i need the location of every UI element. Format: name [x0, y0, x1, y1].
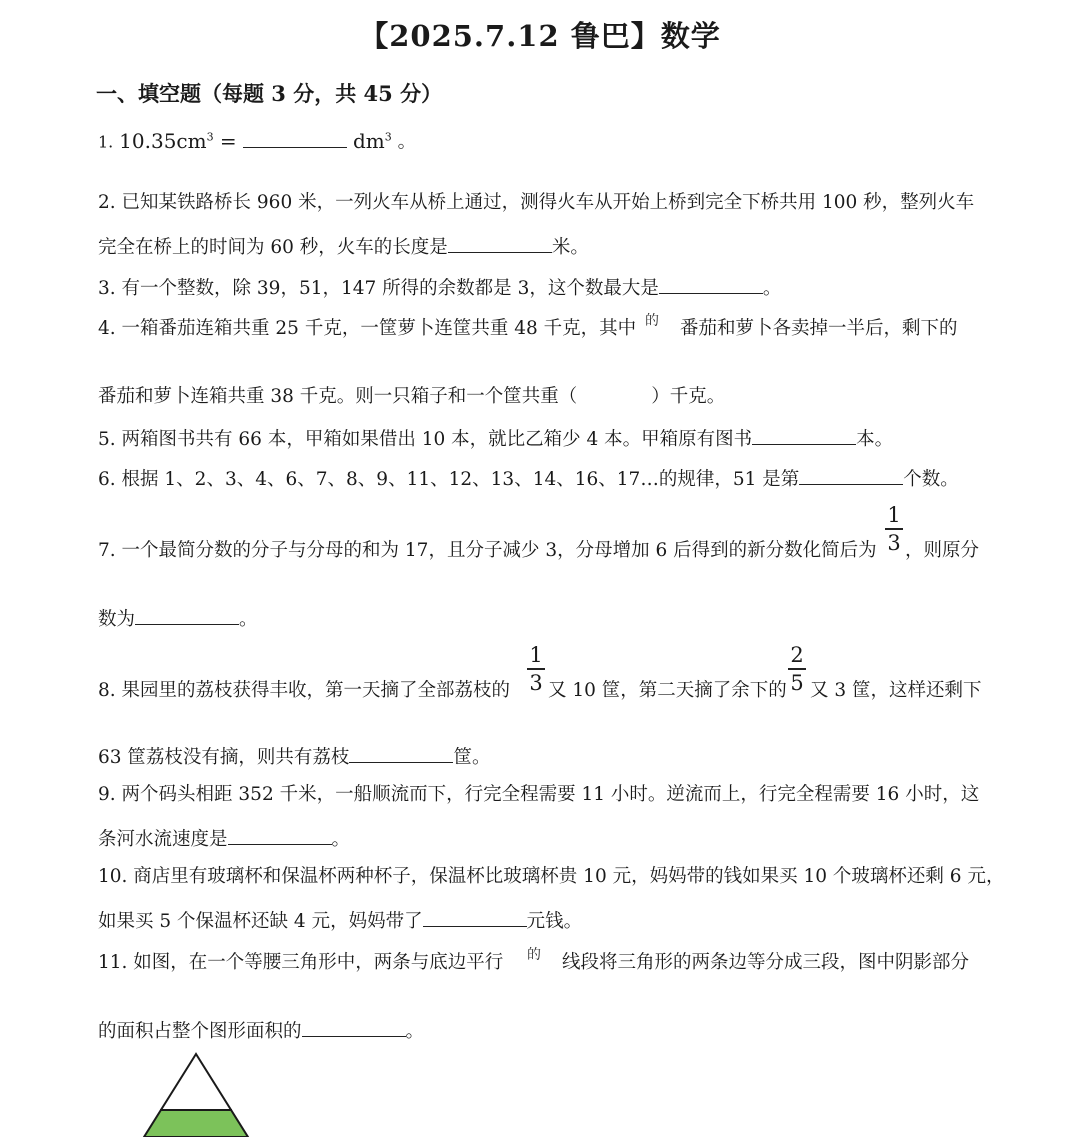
question-2-line-1: 2. 已知某铁路桥长 960 米，一列火车从桥上通过，测得火车从开始上桥到完全下桥共用 100 秒，整列火车 [98, 192, 975, 213]
question-10-line-1: 10. 商店里有玻璃杯和保温杯两种杯子，保温杯比玻璃杯贵 10 元，妈妈带的钱如果买 10 个玻璃杯还剩 6 元， [98, 866, 1005, 887]
q7-fraction-bar [885, 528, 903, 530]
page-title: 【2025.7.12 鲁巴】数学 [359, 19, 721, 53]
question-9-line-2: 条河水流速度是 。 [98, 824, 350, 853]
q8-fraction-1-numerator: 1 [529, 643, 543, 667]
q11-floating-char: 的 [527, 947, 541, 963]
q1-answer-blank[interactable] [243, 127, 347, 148]
q6-answer-blank[interactable] [799, 464, 903, 485]
q8-fraction-2-denominator: 5 [790, 670, 804, 695]
question-6: 6. 根据 1、2、3、4、6、7、8、9、11、12、13、14、16、17…的规律，51 是第 个数。 [98, 464, 959, 493]
question-1 [98, 124, 416, 156]
q5-answer-blank[interactable] [752, 424, 856, 445]
shaded-region [144, 1110, 248, 1137]
question-5: 5. 两箱图书共有 66 本，甲箱如果借出 10 本，就比乙箱少 4 本。甲箱原有图书 本。 [98, 424, 893, 453]
question-11-line-1b: 线段将三角形的两条边等分成三段，图中阴影部分 [562, 952, 970, 973]
q7-answer-blank[interactable] [135, 604, 239, 625]
q8-fraction-2 [788, 644, 806, 694]
q8-fraction-1-bar [527, 668, 545, 670]
question-11-line-1a: 11. 如图，在一个等腰三角形中，两条与底边平行 [98, 952, 504, 973]
question-2-line-2: 完全在桥上的时间为 60 秒，火车的长度是 米。 [98, 232, 589, 261]
q3-answer-blank[interactable] [659, 273, 763, 294]
q8-fraction-1 [527, 644, 545, 694]
q8-fraction-2-numerator: 2 [790, 643, 804, 667]
q8-fraction-2-bar [788, 668, 806, 670]
q4-floating-char: 的 [645, 313, 659, 329]
q11-answer-blank[interactable] [302, 1016, 406, 1037]
question-9-line-1: 9. 两个码头相距 352 千米，一船顺流而下，行完全程需要 11 小时。逆流而上，行完全程需要 16 小时，这 [98, 784, 980, 805]
q1-end: 。 [397, 131, 417, 153]
section-heading: 一、填空题（每题 3 分，共 45 分） [96, 81, 443, 106]
question-8-line-1b: 又 10 筐，第二天摘了余下的 [548, 680, 787, 701]
question-7-line-2: 数为 。 [98, 604, 258, 633]
question-8-line-1c: 又 3 筐，这样还剩下 [810, 680, 982, 701]
question-7-line-1: 7. 一个最简分数的分子与分母的和为 17，且分子减少 3，分母增加 6 后得到的新分数化简后为 [98, 540, 877, 561]
q1-expression: $10.35cm^3$ = [119, 128, 244, 153]
question-8-line-2: 63 筐荔枝没有摘，则共有荔枝 筐。 [98, 742, 490, 771]
question-10-line-2: 如果买 5 个保温杯还缺 4 元，妈妈带了 元钱。 [98, 906, 582, 935]
q9-answer-blank[interactable] [228, 824, 332, 845]
q2-answer-blank[interactable] [448, 232, 552, 253]
question-7-line-1-end: ，则原分 [905, 540, 980, 561]
q10-answer-blank[interactable] [423, 906, 527, 927]
triangle-figure [140, 1050, 250, 1137]
question-4-line-1b: 番茄和萝卜各卖掉一半后，剩下的 [680, 318, 958, 339]
question-3: 3. 有一个整数，除 39，51，147 所得的余数都是 3，这个数最大是 。 [98, 273, 781, 302]
question-4-line-2: 番茄和萝卜连箱共重 38 千克。则一只箱子和一个筐共重（ ）千克。 [98, 386, 726, 407]
q1-number: 1. [98, 132, 114, 152]
question-4-line-1a: 4. 一箱番茄连箱共重 25 千克，一筐萝卜连筐共重 48 千克，其中 [98, 318, 637, 339]
q7-fraction-denominator: 3 [887, 530, 901, 555]
question-11-line-2: 的面积占整个图形面积的 。 [98, 1016, 424, 1045]
question-8-line-1a: 8. 果园里的荔枝获得丰收，第一天摘了全部荔枝的 [98, 680, 511, 701]
q8-answer-blank[interactable] [349, 742, 453, 763]
q1-unit: $dm^3$ [352, 128, 392, 153]
q8-fraction-1-denominator: 3 [529, 670, 543, 695]
q7-fraction [885, 504, 903, 554]
q7-fraction-numerator: 1 [887, 503, 901, 527]
